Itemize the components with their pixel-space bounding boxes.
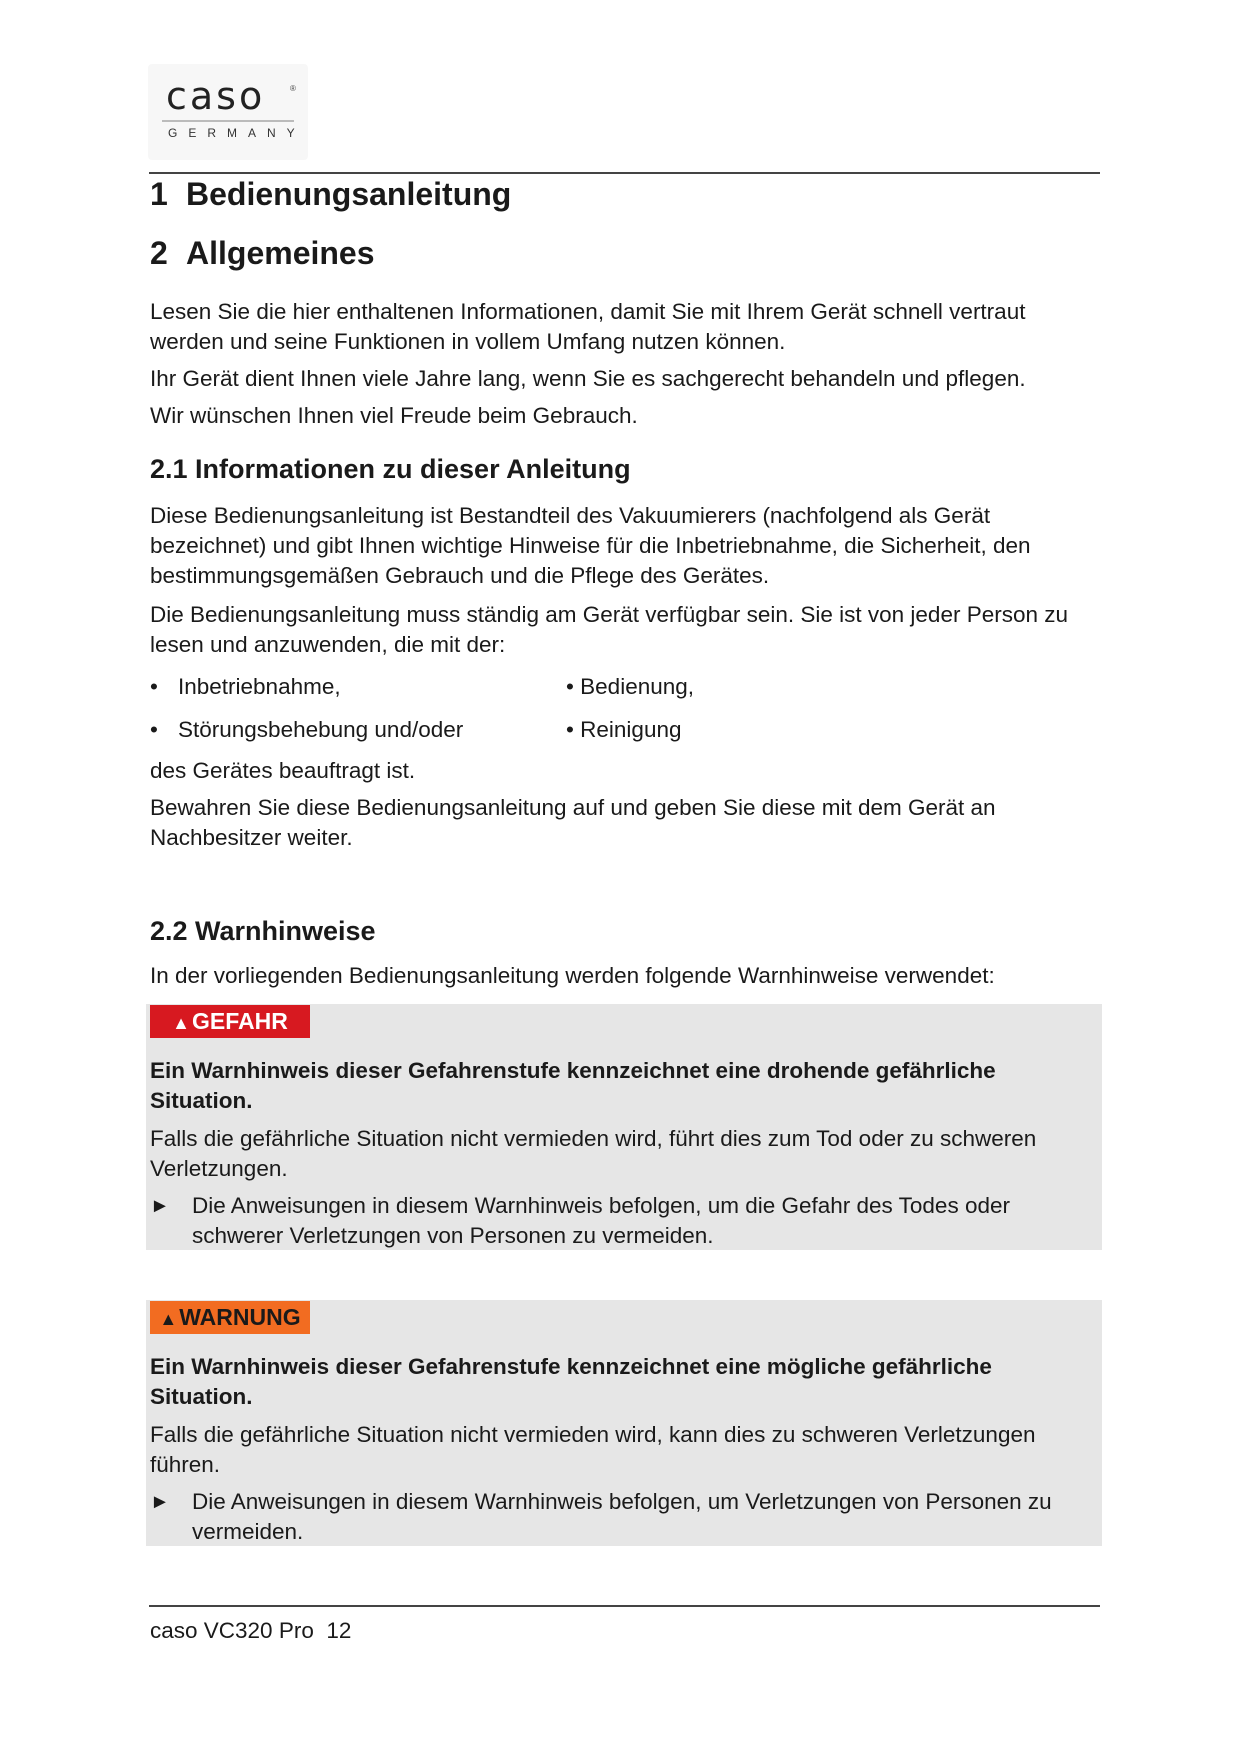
list-item [566, 672, 694, 702]
heading-1-text: Bedienungsanleitung [186, 176, 512, 212]
bullet-icon: • [566, 674, 574, 699]
warning-triangle-icon: ▲ [172, 1013, 190, 1033]
bullet-icon: • [566, 717, 574, 742]
list-item [566, 715, 681, 745]
heading-2 [150, 235, 375, 272]
danger-badge [150, 1005, 310, 1038]
list-item-text: Inbetriebnahme, [178, 674, 341, 699]
info-paragraph-4: Bewahren Sie diese Bedienungsanleitung auf und geben Sie diese mit dem Gerät an Nachbesitzer weiter. [150, 795, 996, 850]
warning-badge-label: WARNUNG [179, 1304, 301, 1330]
list-item-text: Störungsbehebung und/oder [178, 717, 464, 742]
warning-triangle-icon: ▲ [159, 1309, 178, 1329]
heading-2-text: Allgemeines [186, 235, 375, 271]
info-paragraph-2: Die Bedienungsanleitung muss ständig am Gerät verfügbar sein. Sie ist von jeder Person zu lesen und anzuwenden, die mit der: [150, 602, 1069, 657]
list-item [150, 672, 341, 702]
bullet-icon: • [150, 717, 158, 742]
warning-action-text: Die Anweisungen in diesem Warnhinweis befolgen, um Verletzungen von Personen zu vermeiden. [192, 1489, 1052, 1544]
section-2-1-heading: 2.1 Informationen zu dieser Anleitung [150, 454, 631, 484]
logo-subtitle: GERMANY [168, 126, 306, 140]
warning-badge [150, 1301, 310, 1334]
info-paragraph-3: des Gerätes beauftragt ist. [150, 758, 416, 783]
danger-title: Ein Warnhinweis dieser Gefahrenstufe kennzeichnet eine drohende gefährliche Situation. [150, 1058, 996, 1113]
section-2-2-heading: 2.2 Warnhinweise [150, 916, 376, 946]
danger-text: Falls die gefährliche Situation nicht vermieden wird, führt dies zum Tod oder zu schweren Verletzungen. [150, 1126, 1037, 1181]
danger-action [150, 1191, 1100, 1251]
arrow-right-icon: ► [150, 1195, 170, 1217]
heading-2-number: 2 [150, 235, 168, 271]
warning-title: Ein Warnhinweis dieser Gefahrenstufe kennzeichnet eine mögliche gefährliche Situation. [150, 1354, 992, 1409]
page-footer: caso VC320 Pro 12 [150, 1618, 352, 1643]
intro-paragraph-3: Wir wünschen Ihnen viel Freude beim Gebrauch. [150, 403, 638, 428]
logo-divider [162, 120, 294, 122]
info-paragraph-1: Diese Bedienungsanleitung ist Bestandteil des Vakuumierers (nachfolgend als Gerät bezeichnet) und gibt Ihnen wichtige Hinweise für die Inbetriebnahme, die Sicherheit, den bestimmungsgemäßen Gebrauch und die Pflege des Gerätes. [150, 503, 1031, 588]
heading-1 [150, 176, 511, 213]
danger-action-text: Die Anweisungen in diesem Warnhinweis befolgen, um die Gefahr des Todes oder schwerer Verletzungen von Personen zu vermeiden. [192, 1193, 1010, 1248]
warning-action [150, 1487, 1100, 1547]
bullet-icon: • [150, 674, 158, 699]
list-item-text: Bedienung, [580, 674, 695, 699]
danger-badge-label: GEFAHR [191, 1008, 288, 1034]
logo-wordmark: caso [166, 74, 266, 118]
caso-logo [148, 64, 308, 160]
header-rule [149, 172, 1100, 174]
warnings-intro: In der vorliegenden Bedienungsanleitung werden folgende Warnhinweise verwendet: [150, 963, 995, 988]
list-item-text: Reinigung [580, 717, 682, 742]
intro-paragraph-2: Ihr Gerät dient Ihnen viele Jahre lang, wenn Sie es sachgerecht behandeln und pflegen. [150, 366, 1026, 391]
logo-registered-mark: ® [290, 84, 296, 93]
warning-text: Falls die gefährliche Situation nicht vermieden wird, kann dies zu schweren Verletzungen führen. [150, 1422, 1036, 1477]
list-item [150, 715, 463, 745]
intro-paragraph-1: Lesen Sie die hier enthaltenen Informationen, damit Sie mit Ihrem Gerät schnell vertraut werden und seine Funktionen in vollem Umfang nutzen können. [150, 299, 1026, 354]
arrow-right-icon: ► [150, 1491, 170, 1513]
footer-rule [149, 1605, 1100, 1607]
heading-1-number: 1 [150, 176, 168, 212]
